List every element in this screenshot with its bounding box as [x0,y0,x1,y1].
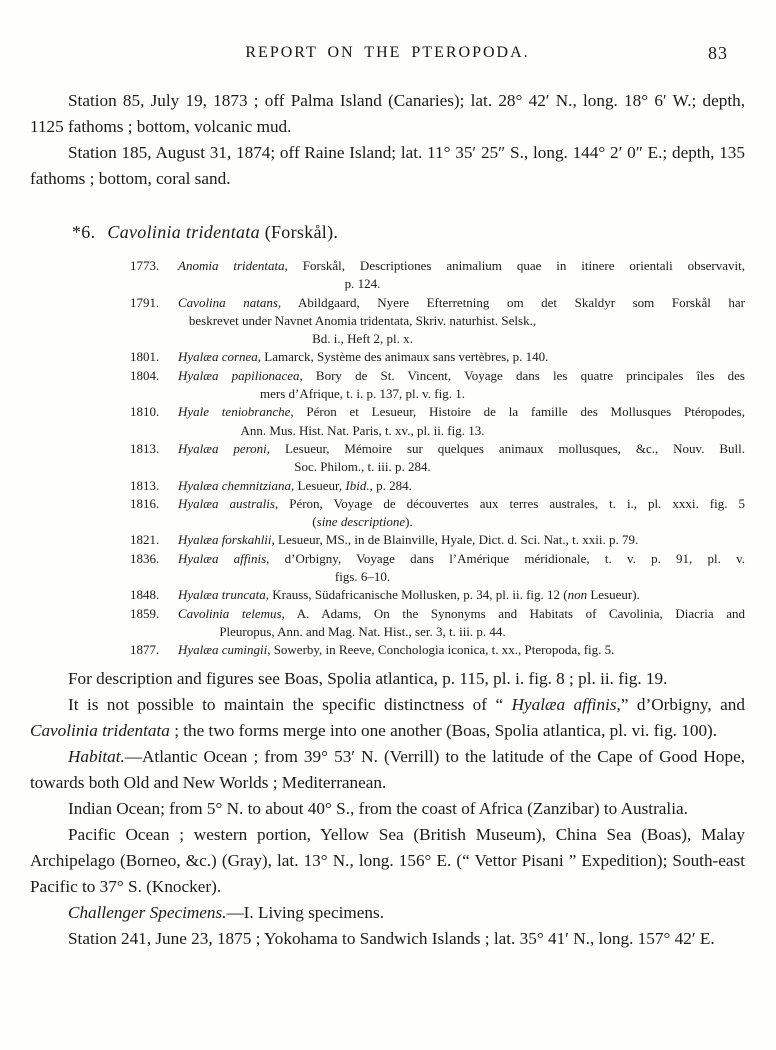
text-run: p. 124. [344,276,381,292]
italic-text-run: Challenger Specimens. [68,902,227,922]
page-number: 83 [708,43,728,63]
specific-distinctness-paragraph [30,692,745,744]
text-run: Station 85, July 19, 1873 ; off Palma Island (Canaries); lat. 28° 42′ N., long. 18° 6′ W.; depth, 1125 fathoms ; bottom, volcanic mud. [30,91,745,136]
text-run: ). [405,514,413,530]
text-run: Indian Ocean; from 5° N. to about 40° S., from the coast of Africa (Zanzibar) to Australia. [68,798,688,818]
reference-item [130,257,745,294]
reference-year: 1821. [130,532,160,548]
species-number: *6. [72,222,96,242]
reference-first-line [130,477,745,495]
reference-text [178,440,745,458]
text-run: —Atlantic Ocean ; from 39° 53′ N. (Verrill) to the latitude of the Cape of Good Hope, towards both Old and New Worlds ; Mediterranean. [30,746,745,792]
reference-continuation-line [130,458,595,476]
reference-item [130,367,745,404]
text-run: , Lesueur, Mémoire sur quelques animaux mollusques, &c., Nouv. Bull. [266,440,745,456]
reference-text [178,257,745,275]
italic-text-run: Hyalæa chemnitziana [178,477,292,493]
running-title: REPORT ON THE PTEROPODA. [245,44,530,61]
reference-text [178,605,745,623]
reference-first-line [130,367,745,385]
reference-text [178,367,745,385]
italic-text-run: Cavolinia telemus [178,605,282,621]
pacific-ocean-paragraph [30,822,745,900]
text-run: Pacific Ocean ; western portion, Yellow Sea (British Museum), China Sea (Boas), Malay Archipelago (Borneo, &c.) (Gray), lat. 13° N., long. 156° E. (“ Vettor Pisani ” Expedition); South-east Pacific to 37° S. (Knocker). [30,824,745,896]
text-run: —I. Living specimens. [226,902,385,922]
text-run: Station 185, August 31, 1874; off Raine Island; lat. 11° 35′ 25″ S., long. 144° 2′ 0″ E.; depth, 135 fathoms ; bottom, coral sand. [30,143,745,188]
text-run: Pleuropus, Ann. and Mag. Nat. Hist., ser. 3, t. iii. p. 44. [219,623,506,639]
text-run: Soc. Philom., t. iii. p. 284. [294,459,431,475]
habitat-paragraph [30,744,745,796]
reference-year: 1773. [130,258,160,273]
description-figures-paragraph [30,666,745,692]
reference-item [130,586,745,604]
text-run: ; the two forms merge into one another (Boas, Spolia atlantica, pl. vi. fig. 100). [169,720,718,740]
reference-continuation-line [130,385,595,403]
italic-text-run: Hyalæa papilionacea [178,367,300,383]
text-run: , Péron, Voyage de découvertes aux terres australes, t. i., pl. xxxi. fig. 5 [274,495,745,511]
reference-text [178,348,745,366]
text-run: , Lesueur, MS., in de Blainville, Hyale, Dict. d. Sci. Nat., t. xxii. p. 79. [271,532,639,548]
text-run: , Sowerby, in Reeve, Conchologia iconica, t. xx., Pteropoda, fig. 5. [267,642,615,658]
reference-year: 1836. [130,550,160,566]
reference-text [178,495,745,513]
reference-continuation-line [130,275,595,293]
reference-item [130,641,745,659]
italic-text-run: Hyalæa affinis [178,550,267,566]
reference-first-line [130,440,745,458]
text-run: , A. Adams, On the Synonyms and Habitats of Cavolinia, Diacria and [281,605,745,621]
text-run: Station 241, June 23, 1875 ; Yokohama to Sandwich Islands ; lat. 35° 41′ N., long. 157° 42′ E. [68,928,715,948]
reference-item [130,348,745,366]
reference-year: 1791. [130,294,160,310]
italic-text-run: Hyalæa forskahlii [178,532,272,548]
reference-year: 1816. [130,495,160,511]
text-run: It is not possible to maintain the specific distinctness of “ [68,694,512,714]
reference-first-line [130,294,745,312]
text-run: , d’Orbigny, Voyage dans l’Amérique méridionale, t. v. p. 91, pl. v. [266,550,745,566]
italic-text-run: sine descriptione [316,514,406,530]
italic-text-run: Hyalæa peroni [178,440,267,456]
reference-item [130,403,745,440]
indian-ocean-paragraph [30,796,745,822]
reference-text [178,586,745,604]
species-heading [30,222,745,243]
reference-year: 1813. [130,477,160,493]
reference-first-line [130,348,745,366]
text-run: , Bory de St. Vincent, Voyage dans les quatre principales îles des [299,367,745,383]
text-run: beskrevet under Navnet Anomia tridentata, Skriv. naturhist. Selsk., [188,312,537,328]
text-run: , Krauss, Südafricanische Mollusken, p. 34, pl. ii. fig. 12 ( [265,587,568,603]
italic-text-run: Habitat. [68,746,125,766]
text-run: (Forskål). [259,222,339,242]
reference-first-line [130,257,745,275]
station-paragraph [30,88,745,140]
reference-first-line [130,531,745,549]
synonymy-list [130,257,745,660]
text-run: , Lesueur, [291,477,346,493]
station-paragraph [30,140,745,192]
text-run: ,” d’Orbigny, and [616,694,745,714]
italic-text-run: Hyale teniobranche [178,404,291,420]
reference-first-line [130,403,745,421]
italic-text-run: Cavolinia tridentata [107,222,260,242]
text-run: , Abildgaard, Nyere Efterretning om det Skaldyr som Forskål har [277,294,745,310]
reference-item [130,294,745,349]
species-name [107,222,338,242]
station-paragraphs [30,88,745,192]
reference-year: 1804. [130,367,160,383]
challenger-specimens-paragraph [30,900,745,926]
reference-first-line [130,586,745,604]
reference-first-line [130,495,745,513]
reference-continuation-line [130,568,595,586]
italic-text-run: Ibid. [345,477,370,493]
text-run: , p. 284. [369,477,412,493]
italic-text-run: Cavolinia tridentata [30,720,170,740]
text-run: Lesueur). [587,587,640,603]
reference-year: 1810. [130,404,160,420]
reference-first-line [130,605,745,623]
reference-year: 1801. [130,349,160,365]
reference-item [130,495,745,532]
page-header [30,44,745,64]
reference-year: 1859. [130,605,160,621]
reference-year: 1877. [130,642,160,658]
text-run: , Lamarck, Système des animaux sans vertèbres, p. 140. [257,349,549,365]
italic-text-run: Hyalæa australis [178,495,275,511]
text-run: figs. 6–10. [334,569,391,585]
reference-year: 1848. [130,587,160,603]
reference-year: 1813. [130,440,160,456]
italic-text-run: non [567,587,588,603]
text-run: ( [312,514,317,530]
text-run: Ann. Mus. Hist. Nat. Paris, t. xv., pl. ii. fig. 13. [240,422,485,438]
text-run: , Péron et Lesueur, Histoire de la famille des Mollusques Ptéropodes, [290,404,745,420]
reference-continuation-line [130,312,595,330]
reference-item [130,477,745,495]
italic-text-run: Hyalæa truncata [178,587,266,603]
text-run: Bd. i., Heft 2, pl. x. [312,331,413,347]
italic-text-run: Hyalæa cumingii [178,642,268,658]
reference-first-line [130,641,745,659]
text-run: For description and figures see Boas, Spolia atlantica, p. 115, pl. i. fig. 8 ; pl. ii. fig. 19. [68,668,668,688]
reference-text [178,531,745,549]
text-run: mers d’Afrique, t. i. p. 137, pl. v. fig. 1. [260,386,465,402]
reference-item [130,440,745,477]
reference-continuation-line [130,513,595,531]
reference-item [130,605,745,642]
reference-first-line [130,550,745,568]
body-paragraphs [30,666,745,952]
reference-continuation-line [130,330,595,348]
reference-continuation-line [130,422,595,440]
station-241-paragraph [30,926,745,952]
reference-text [178,477,745,495]
reference-text [178,294,745,312]
reference-text [178,550,745,568]
reference-continuation-line [130,623,595,641]
italic-text-run: Hyalæa cornea [178,349,258,365]
reference-text [178,641,745,659]
reference-item [130,550,745,587]
reference-item [130,531,745,549]
text-run: , Forskål, Descriptiones animalium quae in itinere orientali observavit, [284,258,746,273]
italic-text-run: Hyalæa affinis [511,694,617,714]
reference-text [178,403,745,421]
italic-text-run: Anomia tridentata [178,258,285,273]
italic-text-run: Cavolina natans [178,294,278,310]
